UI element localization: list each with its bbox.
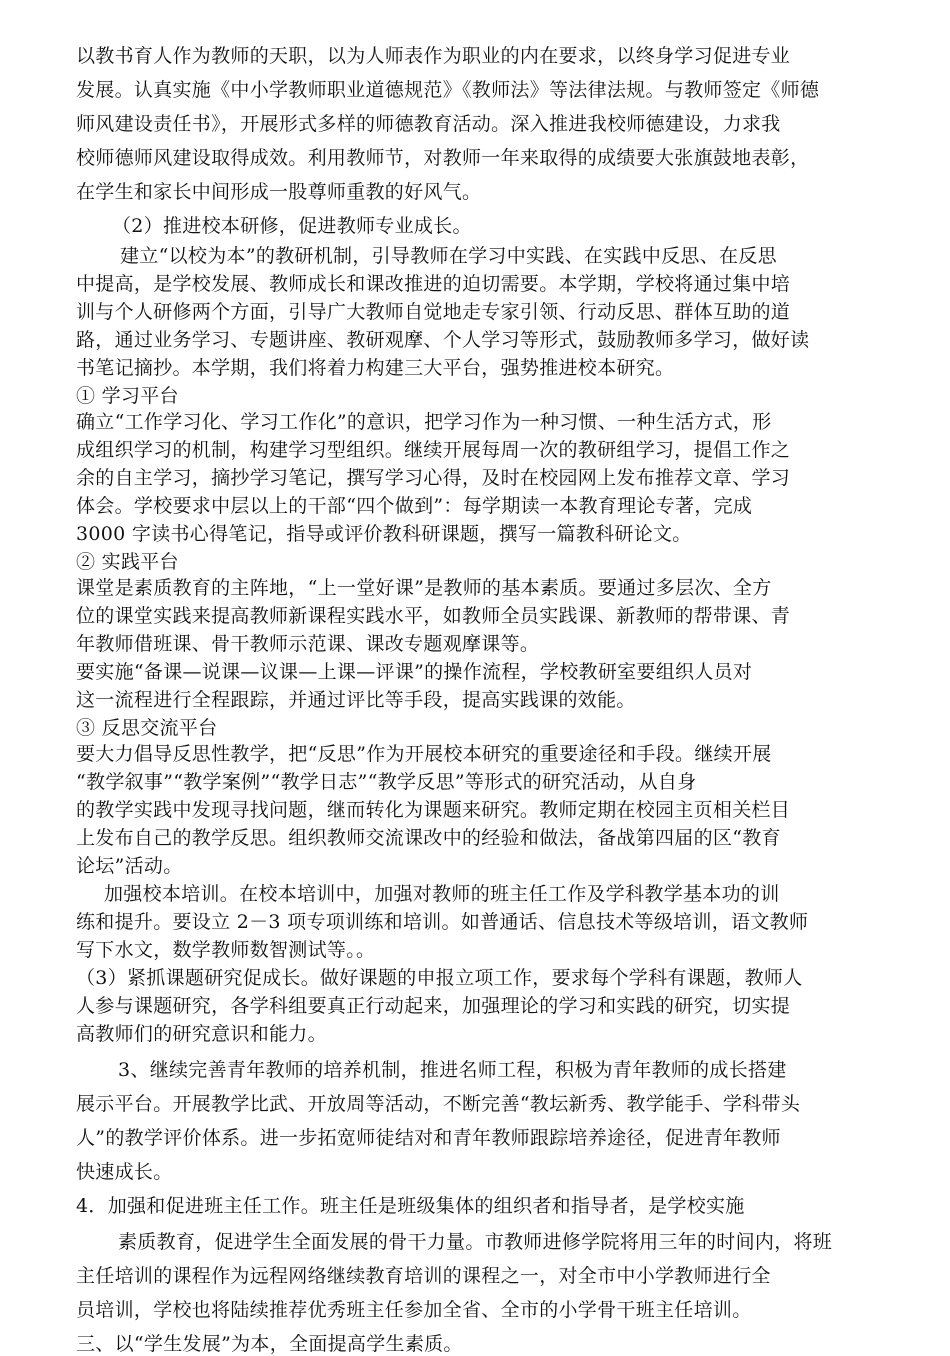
text-line: 书笔记摘抄。本学期，我们将着力构建三大平台，强势推进校本研究。: [76, 357, 675, 379]
text-line: 高教师们的研究意识和能力。: [76, 1023, 327, 1045]
text-line: 以教书育人作为教师的天职，以为人师表作为职业的内在要求，以终身学习促进专业: [76, 45, 791, 67]
text-line: 3、继续完善青年教师的培养机制，推进名师工程，积极为青年教师的成长搭建: [118, 1059, 787, 1081]
text-line: 体会。学校要求中层以上的干部“四个做到”：每学期读一本教育理论专著，完成: [76, 495, 753, 517]
text-line: 这一流程进行全程跟踪，并通过评比等手段，提高实践课的效能。: [76, 689, 636, 711]
text-line: “教学叙事”“教学案例”“教学日志”“教学反思”等形式的研究活动，从自身: [76, 771, 697, 793]
text-line: 展示平台。开展教学比武、开放周等活动，不断完善“教坛新秀、教学能手、学科带头: [76, 1093, 801, 1115]
text-line: 快速成长。: [76, 1161, 173, 1183]
text-line: 发展。认真实施《中小学教师职业道德规范》《教师法》等法律法规。与教师签定《师德: [76, 79, 820, 101]
text-line: 年教师借班课、骨干教师示范课、课改专题观摩课等。: [76, 633, 540, 655]
text-line: 位的课堂实践来提高教师新课程实践水平，如教师全员实践课、新教师的帮带课、青: [76, 605, 791, 627]
text-line: 4．加强和促进班主任工作。班主任是班级集体的组织者和指导者，是学校实施: [76, 1195, 745, 1217]
text-line: 三、以“学生发展”为本，全面提高学生素质。: [76, 1333, 463, 1355]
text-line: 建立“以校为本”的教研机制，引导教师在学习中实践、在实践中反思、在反思: [120, 245, 777, 267]
text-line: 在学生和家长中间形成一股尊师重教的好风气。: [76, 181, 482, 203]
text-line: 师风建设责任书》，开展形式多样的师德教育活动。深入推进我校师德建设，力求我: [76, 113, 781, 135]
subheading: ① 学习平台: [76, 385, 179, 407]
text-line: 课堂是素质教育的主阵地，“上一堂好课”是教师的基本素质。要通过多层次、全方: [76, 577, 772, 599]
subheading: （2）推进校本研修，促进教师专业成长。: [112, 215, 472, 237]
subheading: ③ 反思交流平台: [76, 717, 218, 739]
text-line: 成组织学习的机制，构建学习型组织。继续开展每周一次的教研组学习，提倡工作之: [76, 439, 791, 461]
text-line: 确立“工作学习化、学习工作化”的意识，把学习作为一种习惯、一种生活方式，形: [76, 411, 772, 433]
text-line: 训与个人研修两个方面，引导广大教师自觉地走专家引领、行动反思、群体互助的道: [76, 301, 791, 323]
text-line: 路，通过业务学习、专题讲座、教研观摩、个人学习等形式，鼓励教师多学习，做好读: [76, 329, 810, 351]
text-line: 要大力倡导反思性教学，把“反思”作为开展校本研究的重要途径和手段。继续开展: [76, 743, 772, 765]
text-line: 要实施“备课—说课—议课—上课—评课”的操作流程，学校教研室要组织人员对: [76, 661, 753, 683]
text-line: 余的自主学习，摘抄学习笔记，撰写学习心得，及时在校园网上发布推荐文章、学习: [76, 467, 791, 489]
text-line: （3）紧抓课题研究促成长。做好课题的申报立项工作，要求每个学科有课题，教师人: [76, 967, 803, 989]
text-line: 人”的教学评价体系。进一步拓宽师徒结对和青年教师跟踪培养途径，促进青年教师: [76, 1127, 781, 1149]
text-line: 3000 字读书心得笔记，指导或评价教科研课题，撰写一篇教科研论文。: [76, 523, 692, 545]
text-line: 主任培训的课程作为远程网络继续教育培训的课程之一，对全市中小学教师进行全: [76, 1265, 771, 1287]
text-line: 上发布自己的教学反思。组织教师交流课改中的经验和做法，备战第四届的区“教育: [76, 827, 781, 849]
text-line: 人参与课题研究，各学科组要真正行动起来，加强理论的学习和实践的研究，切实提: [76, 995, 791, 1017]
text-line: 写下水文，数学教师数智测试等。。: [76, 939, 376, 961]
text-line: 的教学实践中发现寻找问题，继而转化为课题来研究。教师定期在校园主页相关栏目: [76, 799, 791, 821]
text-line: 素质教育，促进学生全面发展的骨干力量。市教师进修学院将用三年的时间内，将班: [118, 1231, 833, 1253]
text-line: 员培训，学校也将陆续推荐优秀班主任参加全省、全市的小学骨干班主任培训。: [76, 1299, 752, 1321]
text-line: 加强校本培训。在校本培训中，加强对教师的班主任工作及学科教学基本功的训: [104, 883, 780, 905]
text-line: 论坛”活动。: [76, 855, 183, 877]
subheading: ② 实践平台: [76, 551, 179, 573]
text-line: 中提高，是学校发展、教师成长和课改推进的迫切需要。本学期，学校将通过集中培: [76, 273, 791, 295]
text-line: 校师德师风建设取得成效。利用教师节，对教师一年来取得的成绩要大张旗鼓地表彰，: [76, 147, 810, 169]
text-line: 练和提升。要设立 2－3 项专项训练和培训。如普通话、信息技术等级培训，语文教师: [76, 911, 809, 933]
